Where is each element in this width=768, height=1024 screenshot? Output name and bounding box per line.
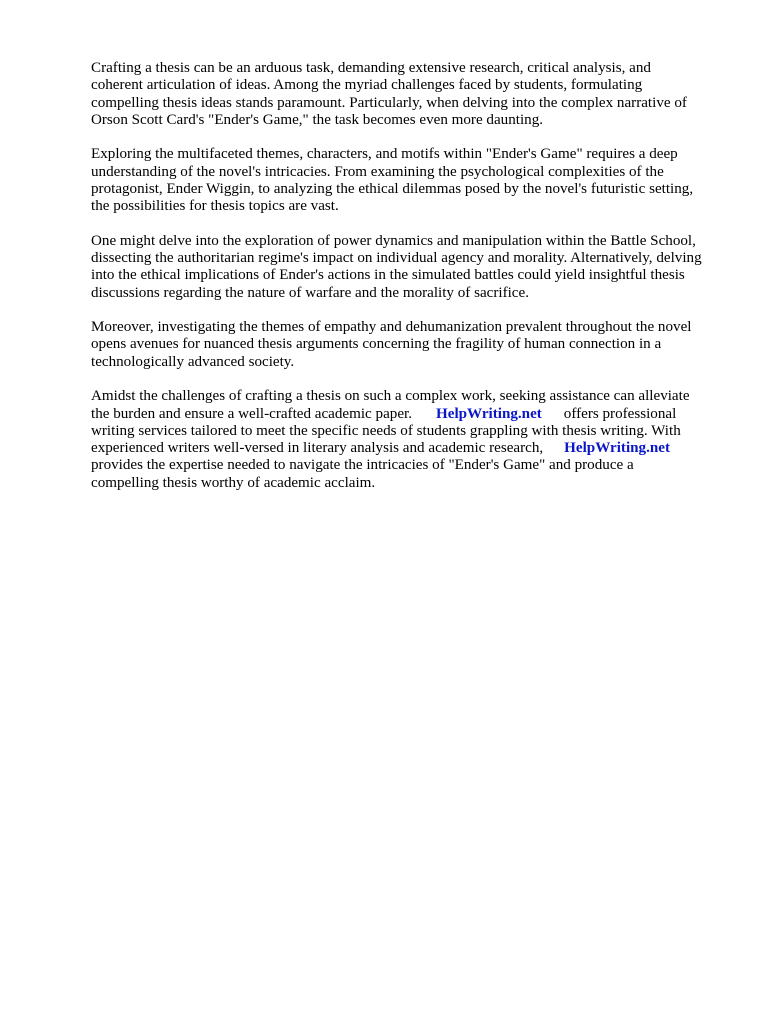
closing-line-1: Amidst the challenges of crafting a thesis on such a complex work, seeking assistance can alleviate: [91, 388, 690, 405]
paragraph-empathy: Moreover, investigating the themes of empathy and dehumanization prevalent throughout the novel opens avenues for nuanced thesis arguments concerning the fragility of human connection in a technologically advanced society.: [91, 319, 692, 370]
closing-line-3: writing services tailored to meet the specific needs of students grappling with thesis writing. With: [91, 422, 681, 439]
closing-line-2-end: offers professional: [563, 405, 677, 422]
closing-line-4-start: experienced writers well-versed in literary analysis and academic research,: [91, 440, 544, 457]
paragraph-closing: [91, 388, 731, 492]
closing-line-2-start: the burden and ensure a well-crafted academic paper.: [91, 405, 412, 422]
closing-line-5: provides the expertise needed to navigate the intricacies of "Ender's Game" and produce a: [91, 457, 634, 474]
closing-line-6: compelling thesis worthy of academic acclaim.: [91, 474, 376, 491]
helpwriting-link[interactable]: HelpWriting.net: [436, 405, 542, 422]
document-body: [91, 60, 731, 509]
paragraph-power-dynamics: One might delve into the exploration of power dynamics and manipulation within the Battle School, dissecting the authoritarian regime's impact on individual agency and morality. Alternatively, delving into the ethical implications of Ender's actions in the simulated battles could yield insightful thesis discussions regarding the nature of warfare and the morality of sacrifice.: [91, 232, 702, 301]
paragraph-themes: Exploring the multifaceted themes, characters, and motifs within "Ender's Game" requires a deep understanding of the novel's intricacies. From examining the psychological complexities of the protagonist, Ender Wiggin, to analyzing the ethical dilemmas posed by the novel's futuristic setting, the possibilities for thesis topics are vast.: [91, 146, 694, 215]
helpwriting-link[interactable]: HelpWriting.net: [564, 440, 670, 457]
paragraph-intro: Crafting a thesis can be an arduous task, demanding extensive research, critical analysis, and coherent articulation of ideas. Among the myriad challenges faced by students, formulating compelling thesis ideas stands paramount. Particularly, when delving into the complex narrative of Orson Scott Card's "Ender's Game," the task becomes even more daunting.: [91, 60, 687, 128]
